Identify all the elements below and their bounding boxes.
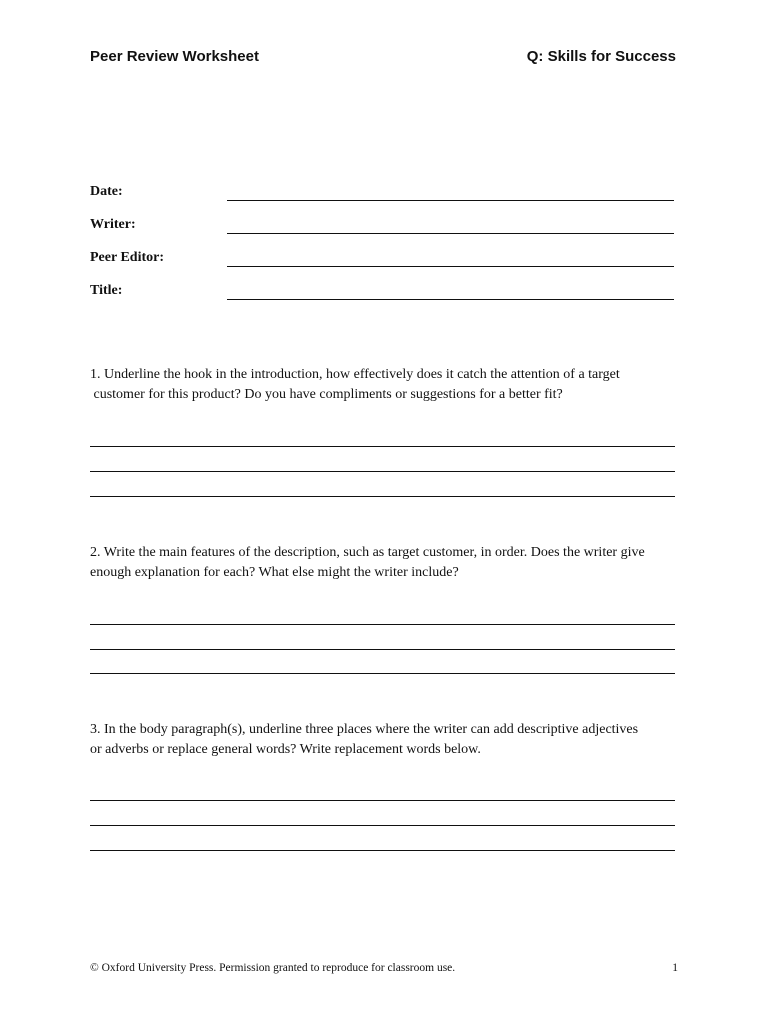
answer-line (90, 649, 675, 650)
answer-line (90, 673, 675, 674)
page-number: 1 (672, 962, 678, 974)
question-2 (90, 543, 680, 583)
answer-line (90, 825, 675, 826)
question-1 (90, 365, 680, 405)
answer-line (90, 800, 675, 801)
answer-line (90, 446, 675, 447)
writer-line (227, 233, 674, 234)
answer-line (90, 624, 675, 625)
peer-editor-line (227, 266, 674, 267)
date-label: Date: (90, 184, 123, 199)
answer-line (90, 471, 675, 472)
question-3-line-1: 3. In the body paragraph(s), underline three places where the writer can add descriptive adjectives (90, 722, 639, 737)
peer-editor-label: Peer Editor: (90, 250, 164, 265)
answer-line (90, 850, 675, 851)
question-2-line-1: 2. Write the main features of the description, such as target customer, in order. Does the writer give (90, 545, 645, 560)
question-1-line-1: 1. Underline the hook in the introduction, how effectively does it catch the attention of a target (90, 367, 620, 382)
answer-line (90, 496, 675, 497)
title-label: Title: (90, 283, 123, 298)
question-3-line-2: or adverbs or replace general words? Write replacement words below. (90, 742, 481, 757)
date-line (227, 200, 674, 201)
worksheet-title: Peer Review Worksheet (90, 48, 259, 65)
title-line (227, 299, 674, 300)
copyright-notice: © Oxford University Press. Permission granted to reproduce for classroom use. (90, 962, 456, 974)
series-title: Q: Skills for Success (526, 48, 676, 65)
question-2-line-2: enough explanation for each? What else might the writer include? (90, 565, 459, 580)
question-3 (90, 720, 680, 760)
question-1-line-2: customer for this product? Do you have compliments or suggestions for a better fit? (90, 387, 563, 402)
writer-label: Writer: (90, 217, 136, 232)
